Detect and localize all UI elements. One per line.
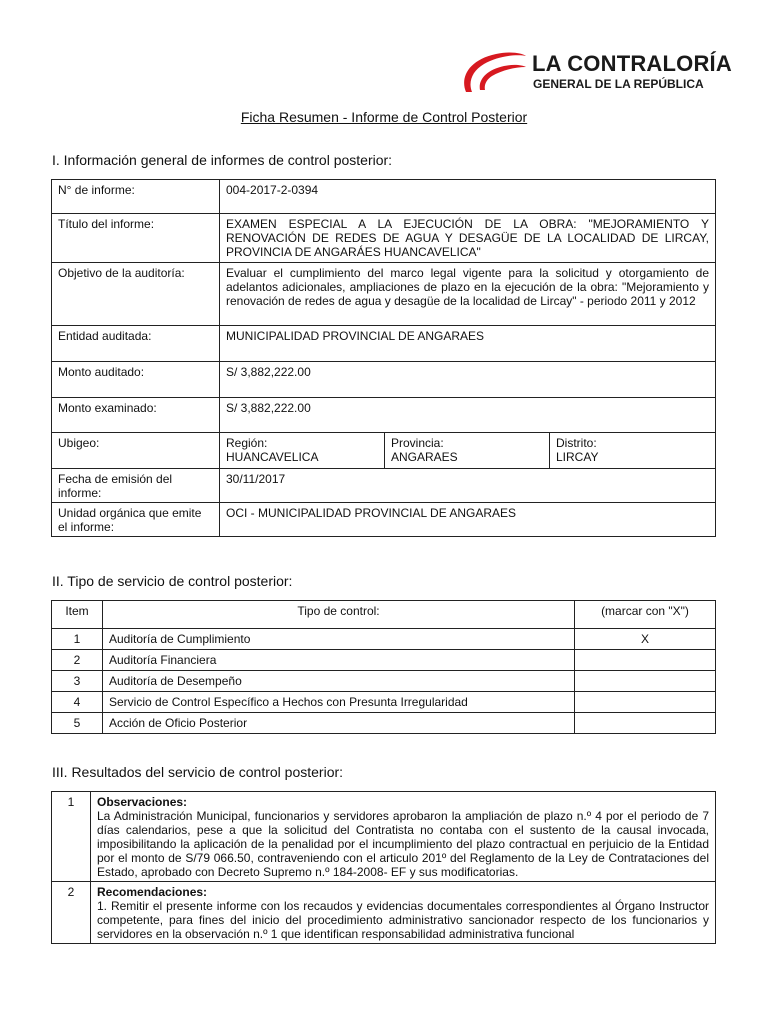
value-unidad: OCI - MUNICIPALIDAD PROVINCIAL DE ANGARAES (220, 503, 716, 537)
table-row (52, 692, 716, 713)
section-3-heading: III. Resultados del servicio de control posterior: (52, 764, 344, 780)
distrito-label: Distrito: (556, 436, 597, 450)
item-tipo: Acción de Oficio Posterior (103, 713, 575, 734)
page-title: Ficha Resumen - Informe de Control Posterior (240, 109, 528, 125)
ubigeo-distrito (550, 433, 716, 468)
item-mark (575, 671, 716, 692)
results-table (51, 791, 716, 944)
column-header-marcar: (marcar con "X") (575, 601, 716, 629)
result-number: 2 (52, 882, 91, 944)
table-row (52, 503, 716, 537)
table-row (52, 650, 716, 671)
value-numero: 004-2017-2-0394 (220, 180, 716, 214)
value-monto-examinado: S/ 3,882,222.00 (220, 398, 716, 433)
value-objetivo: Evaluar el cumplimiento del marco legal vigente para la solicitud y otorgamiento de adelantos adicionales, ampliaciones de plazo en la ejecución de la obra: "Mejoramiento y renovación de redes de agua y desagüe de la localidad de Lircay" - periodo 2011 y 2012 (220, 263, 716, 326)
provincia-label: Provincia: (391, 436, 444, 450)
label-entidad: Entidad auditada: (52, 326, 220, 362)
table-row (52, 671, 716, 692)
label-objetivo: Objetivo de la auditoría: (52, 263, 220, 326)
label-ubigeo: Ubigeo: (52, 433, 220, 469)
control-type-table (51, 600, 716, 734)
table-row (52, 263, 716, 326)
contraloria-logo (458, 48, 732, 98)
item-number: 2 (52, 650, 103, 671)
item-mark (575, 650, 716, 671)
ubigeo-cell (220, 433, 716, 469)
logo-title: LA CONTRALORÍA (532, 51, 732, 76)
result-number: 1 (52, 792, 91, 882)
result-content (91, 792, 716, 882)
general-info-table (51, 179, 716, 537)
label-unidad: Unidad orgánica que emite el informe: (52, 503, 220, 537)
provincia-value: ANGARAES (391, 450, 458, 464)
ubigeo-provincia (385, 433, 550, 468)
table-row (52, 433, 716, 469)
label-numero: N° de informe: (52, 180, 220, 214)
table-row (52, 180, 716, 214)
table-row (52, 713, 716, 734)
item-tipo: Auditoría Financiera (103, 650, 575, 671)
item-tipo: Auditoría de Cumplimiento (103, 629, 575, 650)
table-header-row (52, 601, 716, 629)
table-row (52, 882, 716, 944)
region-label: Región: (226, 436, 268, 450)
table-row (52, 214, 716, 263)
value-entidad: MUNICIPALIDAD PROVINCIAL DE ANGARAES (220, 326, 716, 362)
column-header-item: Item (52, 601, 103, 629)
result-text: 1. Remitir el presente informe con los recaudos y evidencias documentales correspondientes al Órgano Instructor competente, para fines del inicio del procedimiento administrativo sancionador respecto de los funcionarios y servidores en la observación n.º 1 que identifican responsabilidad administrativa funcional (97, 899, 709, 941)
item-tipo: Auditoría de Desempeño (103, 671, 575, 692)
item-mark: X (575, 629, 716, 650)
logo-subtitle: GENERAL DE LA REPÚBLICA (533, 77, 704, 91)
item-mark (575, 713, 716, 734)
value-fecha: 30/11/2017 (220, 469, 716, 503)
table-row (52, 469, 716, 503)
table-row (52, 326, 716, 362)
value-monto-auditado: S/ 3,882,222.00 (220, 362, 716, 398)
column-header-tipo: Tipo de control: (103, 601, 575, 629)
distrito-value: LIRCAY (556, 450, 599, 464)
section-2-heading: II. Tipo de servicio de control posterior: (52, 573, 293, 589)
item-number: 4 (52, 692, 103, 713)
table-row (52, 629, 716, 650)
item-tipo: Servicio de Control Específico a Hechos con Presunta Irregularidad (103, 692, 575, 713)
contraloria-emblem-icon (458, 48, 528, 98)
label-titulo: Título del informe: (52, 214, 220, 263)
item-number: 3 (52, 671, 103, 692)
result-title: Observaciones: (97, 795, 188, 809)
item-number: 1 (52, 629, 103, 650)
label-fecha: Fecha de emisión del informe: (52, 469, 220, 503)
label-monto-examinado: Monto examinado: (52, 398, 220, 433)
section-1-heading: I. Información general de informes de control posterior: (52, 152, 393, 168)
table-row (52, 362, 716, 398)
value-titulo: EXAMEN ESPECIAL A LA EJECUCIÓN DE LA OBRA: "MEJORAMIENTO Y RENOVACIÓN DE REDES DE AGUA Y DESAGÜE DE LA LOCALIDAD DE LIRCAY, PROVINCIA DE ANGARÁES HUANCAVELICA" (220, 214, 716, 263)
result-text: La Administración Municipal, funcionarios y servidores aprobaron la ampliación de plazo n.º 4 por el periodo de 7 días calendarios, pese a que la solicitud del Contratista no contaba con el sustento de la causal invocada, imposibilitando la aplicación de la penalidad por el incumplimiento del plazo contractual en perjuicio de la Entidad por el monto de S/79 066.50, contraveniendo con el articulo 201º del Reglamento de la Ley de Contrataciones del Estado, aprobado con Decreto Supremo n.º 184-2008- EF y sus modificatorias. (97, 809, 709, 879)
ubigeo-region (220, 433, 385, 468)
result-content (91, 882, 716, 944)
item-number: 5 (52, 713, 103, 734)
label-monto-auditado: Monto auditado: (52, 362, 220, 398)
table-row (52, 398, 716, 433)
item-mark (575, 692, 716, 713)
result-title: Recomendaciones: (97, 885, 208, 899)
region-value: HUANCAVELICA (226, 450, 319, 464)
table-row (52, 792, 716, 882)
